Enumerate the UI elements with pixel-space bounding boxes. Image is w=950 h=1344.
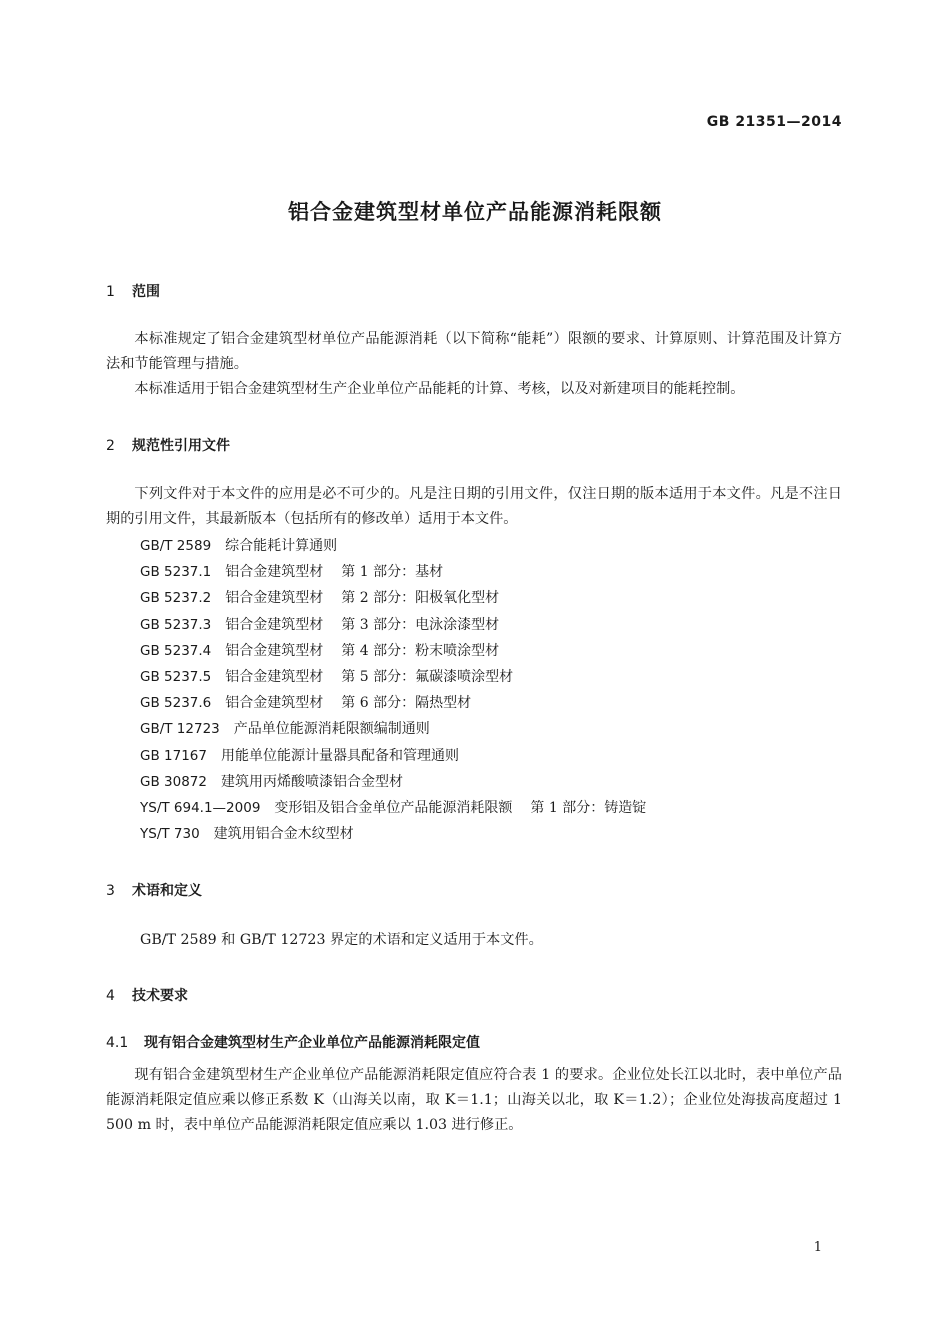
- reference-item: [140, 559, 646, 585]
- reference-code: GB 5237.2: [140, 590, 212, 607]
- reference-code: GB/T 12723: [140, 721, 220, 738]
- reference-item: [140, 664, 646, 690]
- section-2-body: [106, 482, 842, 532]
- section-3-body: GB/T 2589 和 GB/T 12723 界定的术语和定义适用于本文件。: [140, 932, 543, 948]
- reference-item: [140, 585, 646, 611]
- paragraph: 下列文件对于本文件的应用是必不可少的。凡是注日期的引用文件，仅注日期的版本适用于本文件。凡是不注日期的引用文件，其最新版本（包括所有的修改单）适用于本文件。: [106, 486, 842, 527]
- reference-item: [140, 690, 646, 716]
- reference-part: 第 6 部分：隔热型材: [341, 695, 472, 712]
- section-4-1-body: [106, 1063, 842, 1138]
- reference-part: 第 5 部分：氟碳漆喷涂型材: [341, 668, 514, 685]
- reference-item: [140, 743, 646, 769]
- reference-title: 建筑用铝合金木纹型材: [213, 826, 354, 843]
- reference-title: 铝合金建筑型材: [225, 616, 324, 633]
- section-title: 技术要求: [132, 988, 188, 1004]
- reference-item: [140, 769, 646, 795]
- reference-title: 铝合金建筑型材: [225, 668, 324, 685]
- page-number: 1: [813, 1240, 822, 1255]
- section-title: 术语和定义: [132, 883, 202, 899]
- section-number: 3: [106, 883, 115, 899]
- reference-title: 铝合金建筑型材: [225, 642, 324, 659]
- reference-code: GB 5237.3: [140, 616, 212, 633]
- paragraph: 现有铝合金建筑型材生产企业单位产品能源消耗限定值应符合表 1 的要求。企业位处长江以北时，表中单位产品能源消耗限定值应乘以修正系数 K（山海关以南，取 K＝1.1；山海关以北，取 K＝1.2）；企业位处海拔高度超过 1 500 m 时，表中单位产品能源消耗限定值应乘以 1.03 进行修正。: [106, 1067, 842, 1133]
- reference-title: 铝合金建筑型材: [225, 564, 324, 581]
- standard-code: GB 21351—2014: [706, 114, 842, 130]
- reference-code: GB 17167: [140, 747, 207, 764]
- reference-item: [140, 795, 646, 821]
- paragraph: 本标准规定了铝合金建筑型材单位产品能源消耗（以下简称“能耗”）限额的要求、计算原则、计算范围及计算方法和节能管理与措施。: [106, 331, 842, 372]
- paragraph: 本标准适用于铝合金建筑型材生产企业单位产品能耗的计算、考核，以及对新建项目的能耗控制。: [134, 381, 745, 397]
- reference-title: 铝合金建筑型材: [225, 695, 324, 712]
- reference-part: 第 1 部分：铸造锭: [530, 799, 647, 816]
- reference-part: 第 2 部分：阳极氧化型材: [341, 590, 500, 607]
- section-number: 2: [106, 438, 115, 454]
- reference-title: 铝合金建筑型材: [225, 590, 324, 607]
- reference-code: YS/T 694.1—2009: [140, 799, 261, 816]
- reference-code: YS/T 730: [140, 826, 200, 843]
- section-title: 范围: [132, 284, 160, 300]
- section-3-heading: [106, 880, 202, 900]
- reference-item: [140, 612, 646, 638]
- reference-title: 用能单位能源计量器具配备和管理通则: [220, 747, 459, 764]
- document-title: 铝合金建筑型材单位产品能源消耗限额: [288, 200, 662, 224]
- reference-title: 综合能耗计算通则: [225, 538, 338, 554]
- section-number: 4: [106, 988, 115, 1004]
- reference-code: GB 5237.1: [140, 564, 212, 581]
- section-number: 4.1: [106, 1035, 129, 1051]
- reference-code: GB 5237.4: [140, 642, 212, 659]
- reference-title: 变形铝及铝合金单位产品能源消耗限额: [274, 799, 513, 816]
- reference-part: 第 3 部分：电泳涂漆型材: [341, 616, 500, 633]
- reference-code: GB 5237.6: [140, 695, 212, 712]
- reference-code: GB 30872: [140, 773, 207, 790]
- reference-code: GB 5237.5: [140, 668, 212, 685]
- reference-item: [140, 821, 646, 847]
- section-1-heading: [106, 281, 160, 301]
- reference-title: 建筑用丙烯酸喷漆铝合金型材: [220, 773, 403, 790]
- section-2-heading: [106, 435, 230, 455]
- section-number: 1: [106, 284, 115, 300]
- reference-item: [140, 716, 646, 742]
- reference-list: [140, 533, 646, 847]
- reference-item: [140, 638, 646, 664]
- section-4-heading: [106, 985, 188, 1005]
- reference-item: [140, 533, 646, 559]
- section-title: 现有铝合金建筑型材生产企业单位产品能源消耗限定值: [144, 1035, 480, 1051]
- reference-part: 第 4 部分：粉末喷涂型材: [341, 642, 500, 659]
- reference-part: 第 1 部分：基材: [341, 564, 444, 581]
- section-title: 规范性引用文件: [132, 438, 230, 454]
- section-4-1-heading: [106, 1032, 480, 1052]
- reference-code: GB/T 2589: [140, 538, 212, 554]
- reference-title: 产品单位能源消耗限额编制通则: [233, 721, 430, 738]
- section-1-body: [106, 327, 842, 402]
